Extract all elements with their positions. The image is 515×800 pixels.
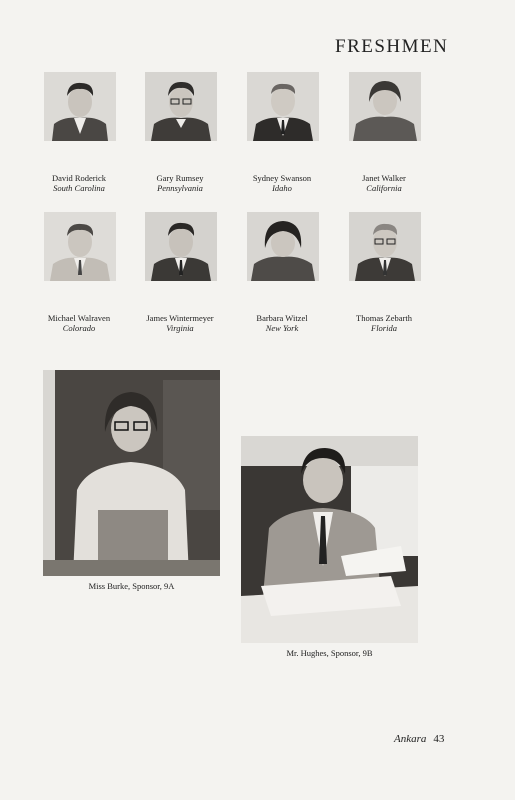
portrait-photo [44, 72, 116, 141]
portrait-caption: Sydney Swanson Idaho [252, 173, 312, 193]
portrait-photo [349, 72, 421, 141]
portrait-caption: Janet Walker California [362, 173, 406, 193]
portrait-caption: Barbara Witzel New York [256, 313, 308, 333]
portrait-photo [145, 212, 217, 281]
portrait-caption: David Roderick South Carolina [51, 173, 107, 193]
section-title: FRESHMEN [335, 36, 449, 57]
portrait-caption: Thomas Zebarth Florida [356, 313, 412, 333]
portrait-photo [247, 212, 319, 281]
portrait-photo [349, 212, 421, 281]
portrait-photo [145, 72, 217, 141]
portrait-photo [247, 72, 319, 141]
portrait-caption: Gary Rumsey Pennsylvania [156, 173, 204, 193]
sponsor-photo [241, 436, 418, 643]
page-footer [394, 733, 444, 745]
sponsor-caption: Miss Burke, Sponsor, 9A [88, 581, 175, 591]
sponsor-photo [43, 370, 220, 576]
portrait-photo [44, 212, 116, 281]
sponsor-caption: Mr. Hughes, Sponsor, 9B [286, 648, 373, 658]
portrait-caption: Michael Walraven Colorado [47, 313, 111, 333]
page-number: 43 [433, 733, 445, 745]
publication-name: Ankara [394, 733, 427, 745]
portrait-caption: James Wintermeyer Virginia [146, 313, 214, 333]
